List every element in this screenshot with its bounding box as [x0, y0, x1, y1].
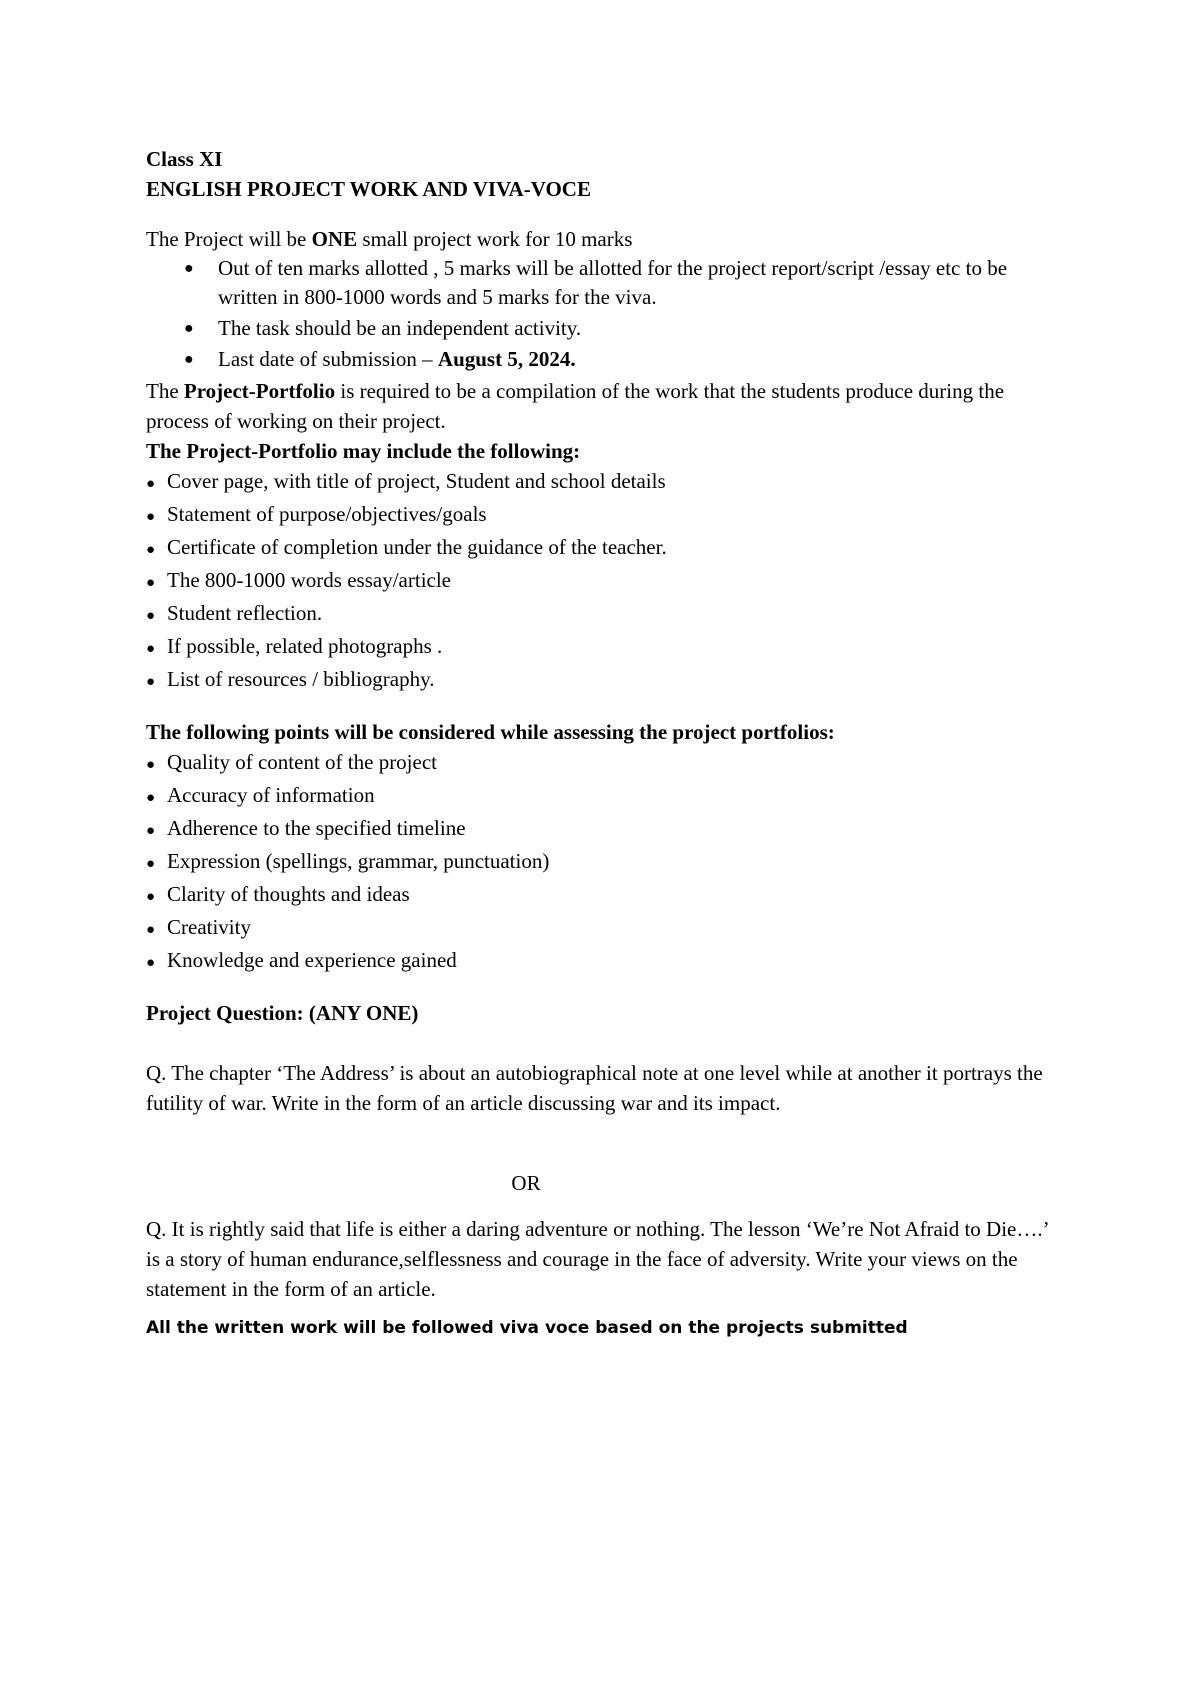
viva-voce-note: All the written work will be followed viva voce based on the projects submitted — [146, 1318, 908, 1338]
question-two: Q. It is rightly said that life is either a daring adventure or nothing. The lesson ‘We’re Not Afraid to Die….’ is a story of human endurance,selflessness and courage in the face of adversity. Write your views on the statement in the form of an article. — [146, 1217, 1049, 1301]
list-item-text: Certificate of completion under the guidance of the teacher. — [167, 535, 667, 559]
spacer — [146, 1118, 1066, 1148]
list-item — [146, 846, 1066, 879]
assessment-list — [146, 747, 1066, 978]
or-separator: OR — [511, 1171, 541, 1195]
submission-date: August 5, 2024. — [437, 347, 576, 371]
list-item-text: If possible, related photographs . — [167, 634, 443, 658]
spacer — [146, 697, 1066, 717]
list-item-text: Accuracy of information — [167, 783, 375, 807]
bullet-icon: ● — [146, 542, 156, 558]
list-item-text: Adherence to the specified timeline — [167, 816, 466, 840]
list-item-text: Creativity — [167, 915, 251, 939]
intro-paragraph — [146, 224, 1066, 254]
assessment-heading: The following points will be considered while assessing the project portfolios: — [146, 720, 835, 744]
list-item — [146, 314, 1066, 343]
spacer — [146, 1148, 1066, 1168]
list-item-text: Statement of purpose/objectives/goals — [167, 502, 487, 526]
bullet-icon: ● — [146, 476, 156, 492]
document-content — [146, 144, 1066, 1342]
list-item — [146, 499, 1066, 532]
list-item — [146, 945, 1066, 978]
list-item-text: Clarity of thoughts and ideas — [167, 882, 410, 906]
question-one: Q. The chapter ‘The Address’ is about an autobiographical note at one level while at another it portrays the futility of war. Write in the form of an article discussing war and its impact. — [146, 1061, 1043, 1115]
list-item-text: Last date of submission – — [218, 347, 438, 371]
bullet-icon: ● — [146, 641, 156, 657]
portfolio-paragraph — [146, 376, 1066, 436]
portfolio-include-list — [146, 466, 1066, 697]
spacer — [146, 204, 1066, 224]
list-item — [146, 813, 1066, 846]
bullet-icon: ● — [146, 674, 156, 690]
list-item — [146, 345, 1066, 374]
bullet-icon: ● — [146, 889, 156, 905]
list-item — [146, 780, 1066, 813]
list-item — [146, 254, 1066, 312]
bullet-icon: ● — [146, 575, 156, 591]
bullet-icon: ● — [146, 823, 156, 839]
list-item — [146, 598, 1066, 631]
bullet-icon: ● — [146, 608, 156, 624]
list-item-text: The 800-1000 words essay/article — [167, 568, 452, 592]
bullet-icon: ● — [184, 320, 194, 337]
spacer — [146, 1028, 1066, 1058]
list-item — [146, 912, 1066, 945]
bullet-icon: ● — [146, 509, 156, 525]
spacer — [146, 1198, 1066, 1214]
bullet-icon: ● — [146, 856, 156, 872]
list-item-text: List of resources / bibliography. — [167, 667, 435, 691]
spacer — [146, 978, 1066, 998]
list-item — [146, 565, 1066, 598]
list-item-text: Quality of content of the project — [167, 750, 437, 774]
intro-suffix: small project work for 10 marks — [357, 227, 633, 251]
intro-prefix: The Project will be — [146, 227, 312, 251]
list-item-text: Cover page, with title of project, Student and school details — [167, 469, 666, 493]
list-item — [146, 631, 1066, 664]
list-item — [146, 664, 1066, 697]
list-item-text: Knowledge and experience gained — [167, 948, 457, 972]
bullet-icon: ● — [146, 790, 156, 806]
bullet-icon: ● — [146, 922, 156, 938]
list-item — [146, 466, 1066, 499]
list-item-text: Expression (spellings, grammar, punctuation) — [167, 849, 550, 873]
list-item-text: Out of ten marks allotted , 5 marks will be allotted for the project report/script /essay etc to be written in 800-1000 words and 5 marks for the viva. — [218, 256, 1008, 309]
list-item-text: Student reflection. — [167, 601, 323, 625]
project-question-heading: Project Question: (ANY ONE) — [146, 1001, 419, 1025]
portfolio-prefix: The — [146, 379, 184, 403]
bullet-icon: ● — [146, 955, 156, 971]
intro-bold-word: ONE — [311, 227, 358, 251]
portfolio-include-heading: The Project-Portfolio may include the following: — [146, 439, 581, 463]
list-item-text: The task should be an independent activity. — [218, 316, 582, 340]
list-item — [146, 879, 1066, 912]
list-item — [146, 747, 1066, 780]
portfolio-bold: Project-Portfolio — [183, 379, 336, 403]
bullet-icon: ● — [184, 351, 194, 368]
list-item — [146, 532, 1066, 565]
intro-bullet-list — [146, 254, 1066, 374]
portfolio-suffix: is required to be a compilation of the work that the students produce during the process of working on their project. — [146, 379, 1005, 433]
page-title: ENGLISH PROJECT WORK AND VIVA-VOCE — [146, 177, 591, 201]
bullet-icon: ● — [184, 260, 194, 277]
class-line: Class XI — [146, 147, 223, 171]
bullet-icon: ● — [146, 757, 156, 773]
